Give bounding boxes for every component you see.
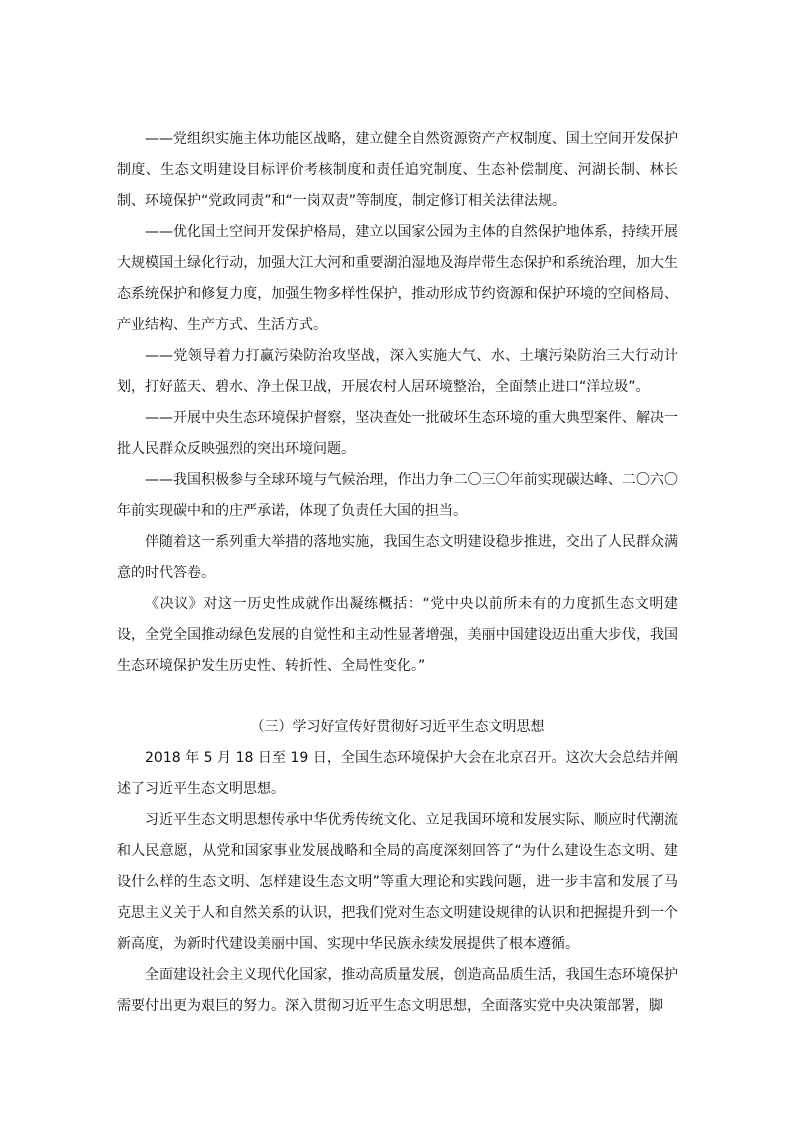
body-paragraph: ——开展中央生态环境保护督察，坚决查处一批破坏生态环境的重大典型案件、解决一批人民群众反映强烈的突出环境问题。 bbox=[117, 410, 678, 457]
body-paragraph: ——优化国土空间开发保护格局，建立以国家公园为主体的自然保护地体系，持续开展大规模国土绿化行动，加强大江大河和重要湖泊湿地及海岸带生态保护和系统治理，加大生态系统保护和修复力度，加强生物多样性保护，推动形成节约资源和保护环境的空间格局、产业结构、生产方式、生活方式。 bbox=[117, 224, 678, 333]
document-body bbox=[117, 124, 678, 1022]
body-paragraph: 全面建设社会主义现代化国家，推动高质量发展，创造高品质生活，我国生态环境保护需要付出更为艰巨的努力。深入贯彻习近平生态文明思想，全面落实党中央决策部署，脚 bbox=[117, 967, 678, 1014]
body-paragraph: ——党组织实施主体功能区战略，建立健全自然资源资产产权制度、国土空间开发保护制度、生态文明建设目标评价考核制度和责任追究制度、生态补偿制度、河湖长制、林长制、环境保护“党政同责”和“一岗双责”等制度，制定修订相关法律法规。 bbox=[117, 131, 678, 209]
body-paragraph: 2018 年 5 月 18 日至 19 日，全国生态环境保护大会在北京召开。这次大会总结并阐述了习近平生态文明思想。 bbox=[117, 750, 678, 797]
body-paragraph: 《决议》对这一历史性成就作出凝练概括：“党中央以前所未有的力度抓生态文明建设，全党全国推动绿色发展的自觉性和主动性显著增强，美丽中国建设迈出重大步伐，我国生态环境保护发生历史性、转折性、全局性变化。” bbox=[117, 596, 678, 674]
body-paragraph: ——党领导着力打赢污染防治攻坚战，深入实施大气、水、土壤污染防治三大行动计划，打好蓝天、碧水、净土保卫战，开展农村人居环境整治，全面禁止进口“洋垃圾”。 bbox=[117, 348, 678, 395]
section-heading: （三）学习好宣传好贯彻好习近平生态文明思想 bbox=[250, 719, 545, 735]
body-paragraph: ——我国积极参与全球环境与气候治理，作出力争二〇三〇年前实现碳达峰、二〇六〇年前实现碳中和的庄严承诺，体现了负责任大国的担当。 bbox=[117, 472, 678, 519]
body-paragraph: 习近平生态文明思想传承中华优秀传统文化、立足我国环境和发展实际、顺应时代潮流和人民意愿，从党和国家事业发展战略和全局的高度深刻回答了“为什么建设生态文明、建设什么样的生态文明、怎样建设生态文明”等重大理论和实践问题，进一步丰富和发展了马克思主义关于人和自然关系的认识，把我们党对生态文明建设规律的认识和把握提升到一个新高度，为新时代建设美丽中国、实现中华民族永续发展提供了根本遵循。 bbox=[117, 812, 678, 952]
body-paragraph: 伴随着这一系列重大举措的落地实施，我国生态文明建设稳步推进，交出了人民群众满意的时代答卷。 bbox=[117, 534, 678, 581]
